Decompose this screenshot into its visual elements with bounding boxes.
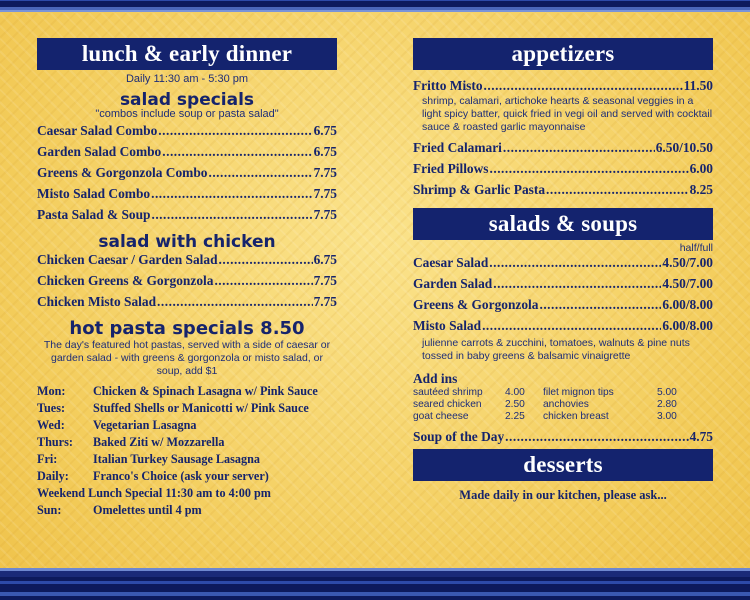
addins-row: seared chicken 2.50 anchovies 2.80 bbox=[413, 399, 677, 410]
lunch-header: lunch & early dinner bbox=[37, 38, 337, 70]
desserts-note: Made daily in our kitchen, please ask... bbox=[459, 488, 667, 502]
menu-item: Greens & Gorgonzola ..... 6.00/8.00 bbox=[413, 297, 713, 318]
menu-item: Pasta Salad & Soup ..... 7.75 bbox=[37, 207, 337, 228]
menu-item: Chicken Greens & Gorgonzola ..... 7.75 bbox=[37, 273, 337, 294]
menu-item: Chicken Caesar / Garden Salad ..... 6.75 bbox=[37, 252, 337, 273]
day-row: Daily: Franco's Choice (ask your server) bbox=[37, 469, 269, 483]
misto-salad-desc: julienne carrots & zucchini, tomatoes, walnuts & pine nuts tossed in baby greens & balsamic vinaigrette bbox=[422, 337, 690, 362]
salad-specials-title: salad specials bbox=[119, 90, 255, 110]
salad-specials-note: "combos include soup or pasta salad" bbox=[95, 108, 279, 120]
menu-item: Caesar Salad ..... 4.50/7.00 bbox=[413, 255, 713, 276]
top-border-band bbox=[0, 0, 750, 12]
weekend-special: Weekend Lunch Special 11:30 am to 4:00 pm bbox=[37, 486, 271, 500]
menu-item: Fried Pillows ..... 6.00 bbox=[413, 161, 713, 182]
menu-item: Caesar Salad Combo ..... 6.75 bbox=[37, 123, 337, 144]
menu-item: Greens & Gorgonzola Combo ..... 7.75 bbox=[37, 165, 337, 186]
pasta-specials-title: hot pasta specials 8.50 bbox=[69, 318, 305, 339]
menu-item: Garden Salad ..... 4.50/7.00 bbox=[413, 276, 713, 297]
lunch-hours: Daily 11:30 am - 5:30 pm bbox=[125, 73, 249, 85]
salads-soups-header: salads & soups bbox=[413, 208, 713, 240]
lunch-column bbox=[37, 38, 337, 519]
menu-item: Misto Salad ..... 6.00/8.00 bbox=[413, 318, 713, 337]
desserts-header: desserts bbox=[413, 449, 713, 481]
appetizers-header: appetizers bbox=[413, 38, 713, 70]
menu-item: Fried Calamari ..... 6.50/10.50 bbox=[413, 140, 713, 161]
chicken-list bbox=[37, 252, 337, 315]
addins-row: sautéed shrimp 4.00 filet mignon tips 5.00 bbox=[413, 387, 677, 398]
menu-item: Misto Salad Combo ..... 7.75 bbox=[37, 186, 337, 207]
day-row: Sun: Omelettes until 4 pm bbox=[37, 503, 202, 517]
menu-item: Fritto Misto ..... 11.50 bbox=[413, 78, 713, 95]
fritto-misto-desc: shrimp, calamari, artichoke hearts & seasonal veggies in a light spicy batter, quick fried in vegi oil and served with cocktail sauce & roasted garlic mayonnaise bbox=[422, 95, 713, 133]
menu-item: Soup of the Day ..... 4.75 bbox=[413, 429, 713, 448]
day-row: Mon: Chicken & Spinach Lasagna w/ Pink Sauce bbox=[37, 384, 318, 398]
menu-item: Chicken Misto Salad ..... 7.75 bbox=[37, 294, 337, 315]
addins-title: Add ins bbox=[413, 371, 458, 386]
salad-specials-list bbox=[37, 123, 337, 228]
addins-row: goat cheese 2.25 chicken breast 3.00 bbox=[413, 411, 677, 422]
addins-table bbox=[413, 387, 713, 423]
day-row: Tues: Stuffed Shells or Manicotti w/ Pink Sauce bbox=[37, 401, 309, 415]
pasta-days-list bbox=[37, 383, 337, 519]
bottom-border-band bbox=[0, 568, 750, 600]
menu-item: Shrimp & Garlic Pasta ..... 8.25 bbox=[413, 182, 713, 203]
salad-chicken-title: salad with chicken bbox=[98, 232, 276, 252]
day-row: Thurs: Baked Ziti w/ Mozzarella bbox=[37, 435, 225, 449]
appetizers-column bbox=[413, 38, 713, 503]
day-row: Fri: Italian Turkey Sausage Lasagna bbox=[37, 452, 260, 466]
half-full-label: half/full bbox=[679, 242, 713, 254]
menu-item: Garden Salad Combo ..... 6.75 bbox=[37, 144, 337, 165]
pasta-specials-desc: The day's featured hot pastas, served with a side of caesar or garden salad - with greens & gorgonzola or misto salad, or soup, add $1 bbox=[43, 339, 331, 377]
day-row: Wed: Vegetarian Lasagna bbox=[37, 418, 197, 432]
